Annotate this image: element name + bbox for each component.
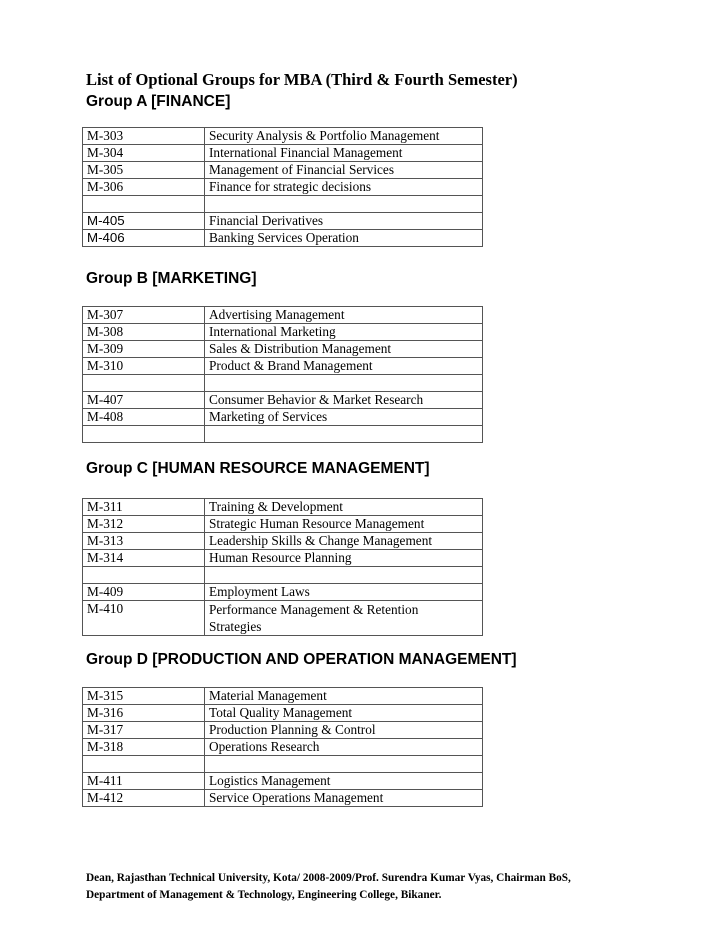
- course-name: Leadership Skills & Change Management: [205, 533, 483, 550]
- course-name: Service Operations Management: [205, 790, 483, 807]
- table-row: [83, 341, 483, 358]
- course-name: Logistics Management: [205, 773, 483, 790]
- course-code: M-307: [83, 307, 205, 324]
- table-row: [83, 213, 483, 230]
- course-code: [83, 567, 205, 584]
- course-code: M-410: [83, 601, 205, 636]
- course-name: Consumer Behavior & Market Research: [205, 392, 483, 409]
- course-name: International Financial Management: [205, 145, 483, 162]
- course-code: M-411: [83, 773, 205, 790]
- course-code: M-405: [83, 213, 205, 230]
- course-code: M-318: [83, 739, 205, 756]
- table-row: [83, 516, 483, 533]
- course-name: Finance for strategic decisions: [205, 179, 483, 196]
- course-code: M-303: [83, 128, 205, 145]
- group-b-table: [82, 306, 483, 443]
- course-name: Human Resource Planning: [205, 550, 483, 567]
- table-row: [83, 307, 483, 324]
- course-name: [205, 567, 483, 584]
- course-code: M-317: [83, 722, 205, 739]
- course-name: Training & Development: [205, 499, 483, 516]
- table-row: [83, 162, 483, 179]
- course-code: [83, 756, 205, 773]
- course-code: M-409: [83, 584, 205, 601]
- course-name: Product & Brand Management: [205, 358, 483, 375]
- course-name: [205, 426, 483, 443]
- course-code: M-311: [83, 499, 205, 516]
- course-name: Marketing of Services: [205, 409, 483, 426]
- table-row: [83, 533, 483, 550]
- table-row: [83, 230, 483, 247]
- table-row: [83, 688, 483, 705]
- course-code: M-315: [83, 688, 205, 705]
- footer-line-1: Dean, Rajasthan Technical University, Kota/ 2008-2009/Prof. Surendra Kumar Vyas, Chairman BoS,: [86, 872, 571, 884]
- table-row: [83, 739, 483, 756]
- course-name: Strategic Human Resource Management: [205, 516, 483, 533]
- course-name: Material Management: [205, 688, 483, 705]
- table-row: [83, 128, 483, 145]
- course-name: Total Quality Management: [205, 705, 483, 722]
- group-a-heading: Group A [FINANCE]: [86, 93, 231, 110]
- table-row-empty: [83, 567, 483, 584]
- table-row: [83, 584, 483, 601]
- course-code: M-412: [83, 790, 205, 807]
- course-code: M-309: [83, 341, 205, 358]
- course-code: M-310: [83, 358, 205, 375]
- course-name: International Marketing: [205, 324, 483, 341]
- table-row: [83, 392, 483, 409]
- course-name: Advertising Management: [205, 307, 483, 324]
- course-code: M-305: [83, 162, 205, 179]
- table-row: [83, 550, 483, 567]
- course-name: Security Analysis & Portfolio Management: [205, 128, 483, 145]
- table-row: [83, 790, 483, 807]
- table-row-empty: [83, 756, 483, 773]
- course-name: [205, 196, 483, 213]
- group-d-heading: Group D [PRODUCTION AND OPERATION MANAGEMENT]: [86, 651, 517, 668]
- table-row-empty: [83, 426, 483, 443]
- course-code: M-313: [83, 533, 205, 550]
- course-name: [205, 756, 483, 773]
- course-code: M-314: [83, 550, 205, 567]
- page-title: List of Optional Groups for MBA (Third & Fourth Semester): [86, 70, 518, 89]
- course-name: Production Planning & Control: [205, 722, 483, 739]
- course-name: Sales & Distribution Management: [205, 341, 483, 358]
- table-row: [83, 145, 483, 162]
- course-name: Performance Management & Retention Strategies: [205, 601, 483, 636]
- course-code: [83, 196, 205, 213]
- group-d-table: [82, 687, 483, 807]
- course-code: M-407: [83, 392, 205, 409]
- course-name: Management of Financial Services: [205, 162, 483, 179]
- table-row: [83, 601, 483, 636]
- page-footer: [86, 870, 646, 904]
- table-row: [83, 409, 483, 426]
- course-code: M-408: [83, 409, 205, 426]
- table-row: [83, 722, 483, 739]
- group-c-heading: Group C [HUMAN RESOURCE MANAGEMENT]: [86, 460, 430, 477]
- table-row-empty: [83, 196, 483, 213]
- course-name: Operations Research: [205, 739, 483, 756]
- table-row-empty: [83, 375, 483, 392]
- table-row: [83, 179, 483, 196]
- course-name: Employment Laws: [205, 584, 483, 601]
- course-code: M-304: [83, 145, 205, 162]
- course-code: [83, 375, 205, 392]
- group-a-table: [82, 127, 483, 247]
- course-code: [83, 426, 205, 443]
- course-name: [205, 375, 483, 392]
- course-code: M-308: [83, 324, 205, 341]
- table-row: [83, 358, 483, 375]
- course-name: Banking Services Operation: [205, 230, 483, 247]
- course-code: M-316: [83, 705, 205, 722]
- footer-line-2: Department of Management & Technology, Engineering College, Bikaner.: [86, 889, 442, 901]
- table-row: [83, 499, 483, 516]
- group-b-heading: Group B [MARKETING]: [86, 270, 257, 287]
- table-row: [83, 324, 483, 341]
- course-code: M-312: [83, 516, 205, 533]
- table-row: [83, 705, 483, 722]
- course-name: Financial Derivatives: [205, 213, 483, 230]
- course-code: M-406: [83, 230, 205, 247]
- group-c-table: [82, 498, 483, 636]
- course-code: M-306: [83, 179, 205, 196]
- table-row: [83, 773, 483, 790]
